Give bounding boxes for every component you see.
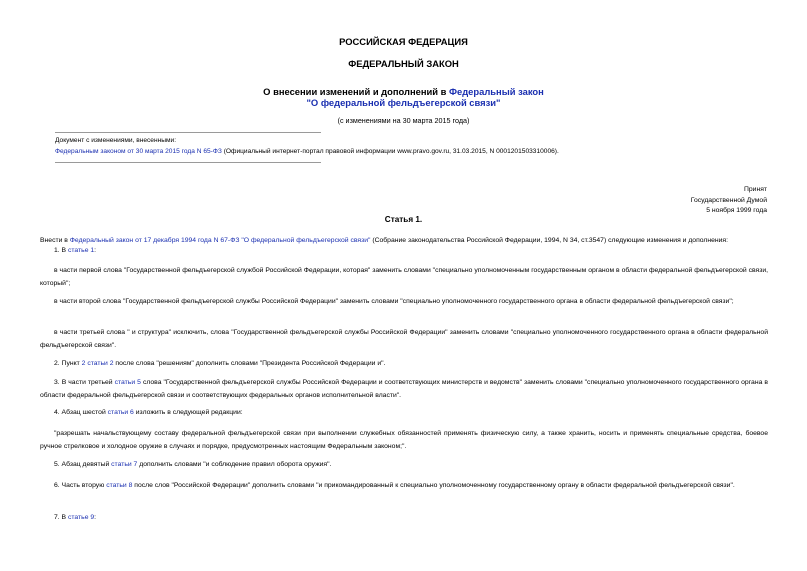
item-1-part-c bbox=[40, 326, 768, 352]
item-1-part-a-text: в части первой слова "Государственной фельдъегерской службой Российской Федерации, которая" заменить словами "специально уполномоченным государственным органом в области федеральной фельдъегерской связи, который"; bbox=[40, 267, 768, 287]
amend-label: Документ с изменениями, внесенными: bbox=[55, 137, 177, 144]
law-title bbox=[0, 86, 807, 97]
accepted-date: 5 ноября 1999 года bbox=[706, 207, 767, 214]
amend-line bbox=[55, 148, 559, 155]
item-3-end: слова "Государственной фельдъегерской службы Российской Федерации и соответствующих министерств и ведомств" заменить словами "специально уполномоченного государственного органа в области федеральной фельдъегерской связи и соответствующих федеральных органов исполнительной власти". bbox=[40, 379, 768, 399]
item-1-end: : bbox=[94, 247, 97, 254]
item-2-text: 2. Пункт bbox=[54, 360, 82, 367]
item-5-link[interactable]: статьи 7 bbox=[111, 461, 138, 468]
item-6-link[interactable]: статьи 8 bbox=[106, 482, 133, 489]
law-title-link-2[interactable]: "О федеральной фельдъегерской связи" bbox=[306, 97, 501, 108]
item-1-text: 1. В bbox=[54, 247, 68, 254]
item-2-end: после слова "решениям" дополнить словами "Президента Российской Федерации и". bbox=[113, 360, 386, 367]
intro-text-1: Внести в bbox=[40, 237, 70, 244]
accepted-line-2: Государственной Думой bbox=[690, 197, 767, 204]
item-2 bbox=[40, 357, 768, 370]
article-title: Статья 1. bbox=[384, 215, 423, 224]
item-1-part-a bbox=[40, 264, 768, 290]
item-6-text: 6. Часть вторую bbox=[54, 482, 107, 489]
item-7-text: 7. В bbox=[54, 514, 68, 521]
item-6-end: после слов "Российской Федерации" дополнить словами "и прикомандированный к специально уполномоченному государственному органу в области федеральной фельдъегерской связи". bbox=[132, 482, 735, 489]
accepted-line-1: Принят bbox=[743, 186, 767, 193]
item-6 bbox=[40, 479, 768, 492]
divider-top bbox=[55, 132, 321, 133]
item-7-link[interactable]: статье 9 bbox=[67, 514, 95, 521]
item-5-text: 5. Абзац девятый bbox=[54, 461, 112, 468]
item-7-end: : bbox=[94, 514, 97, 521]
item-4 bbox=[40, 406, 768, 419]
country-heading: РОССИЙСКАЯ ФЕДЕРАЦИЯ bbox=[339, 36, 468, 47]
item-1-part-b bbox=[40, 295, 768, 308]
item-4-quote bbox=[40, 427, 768, 453]
law-title-link[interactable]: Федеральный закон bbox=[449, 86, 544, 97]
item-3-link[interactable]: статьи 5 bbox=[114, 379, 141, 386]
item-1-part-c-text: в части третьей слова " и структура" исключить, слова "Государственной фельдъегерской службы Российской Федерации" заменить словами "специально уполномоченного государственного органа в области федеральной фельдъегерской связи". bbox=[40, 329, 768, 349]
item-5 bbox=[40, 458, 768, 471]
divider-bottom bbox=[55, 162, 321, 163]
amend-law-link[interactable]: Федеральным законом от 30 марта 2015 года N 65-ФЗ bbox=[55, 148, 222, 155]
item-4-text: 4. Абзац шестой bbox=[54, 409, 108, 416]
item-3 bbox=[40, 376, 768, 402]
item-7 bbox=[40, 511, 768, 524]
doc-type-heading: ФЕДЕРАЛЬНЫЙ ЗАКОН bbox=[348, 58, 459, 69]
amend-rest: (Официальный интернет-портал правовой информации www.pravo.gov.ru, 31.03.2015, N 0001201503310006). bbox=[221, 148, 559, 155]
intro-text-2: (Собрание законодательства Российской Федерации, 1994, N 34, ст.3547) следующие изменения и дополнения: bbox=[370, 237, 728, 244]
item-2-link[interactable]: 2 статьи 2 bbox=[81, 360, 114, 367]
law-title-prefix: О внесении изменений и дополнений в bbox=[263, 86, 450, 97]
item-3-text: 3. В части третьей bbox=[54, 379, 115, 386]
item-4-end: изложить в следующей редакции: bbox=[133, 409, 243, 416]
item-1-link[interactable]: статье 1 bbox=[67, 247, 95, 254]
item-5-end: дополнить словами "и соблюдение правил оборота оружия". bbox=[137, 461, 332, 468]
item-1 bbox=[40, 244, 768, 257]
item-4-link[interactable]: статьи 6 bbox=[107, 409, 134, 416]
revision-note: (с изменениями на 30 марта 2015 года) bbox=[337, 116, 470, 125]
intro-law-link[interactable]: Федеральный закон от 17 декабря 1994 года N 67-ФЗ "О федеральной фельдъегерской связи" bbox=[69, 237, 371, 244]
item-4-quote-text: "разрешать начальствующему составу федеральной фельдъегерской связи при выполнении служебных обязанностей применять физическую силу, а также хранить, носить и применять специальные средства, боевое ручное стрелковое и холодное оружие в случаях и порядке, предусмотренных настоящим Федеральным законом;". bbox=[40, 430, 768, 450]
item-1-part-b-text: в части второй слова "Государственной фельдъегерской службы Российской Федерации" заменить словами "специально уполномоченного государственного органа в области федеральной фельдъегерской связи"; bbox=[54, 298, 734, 305]
